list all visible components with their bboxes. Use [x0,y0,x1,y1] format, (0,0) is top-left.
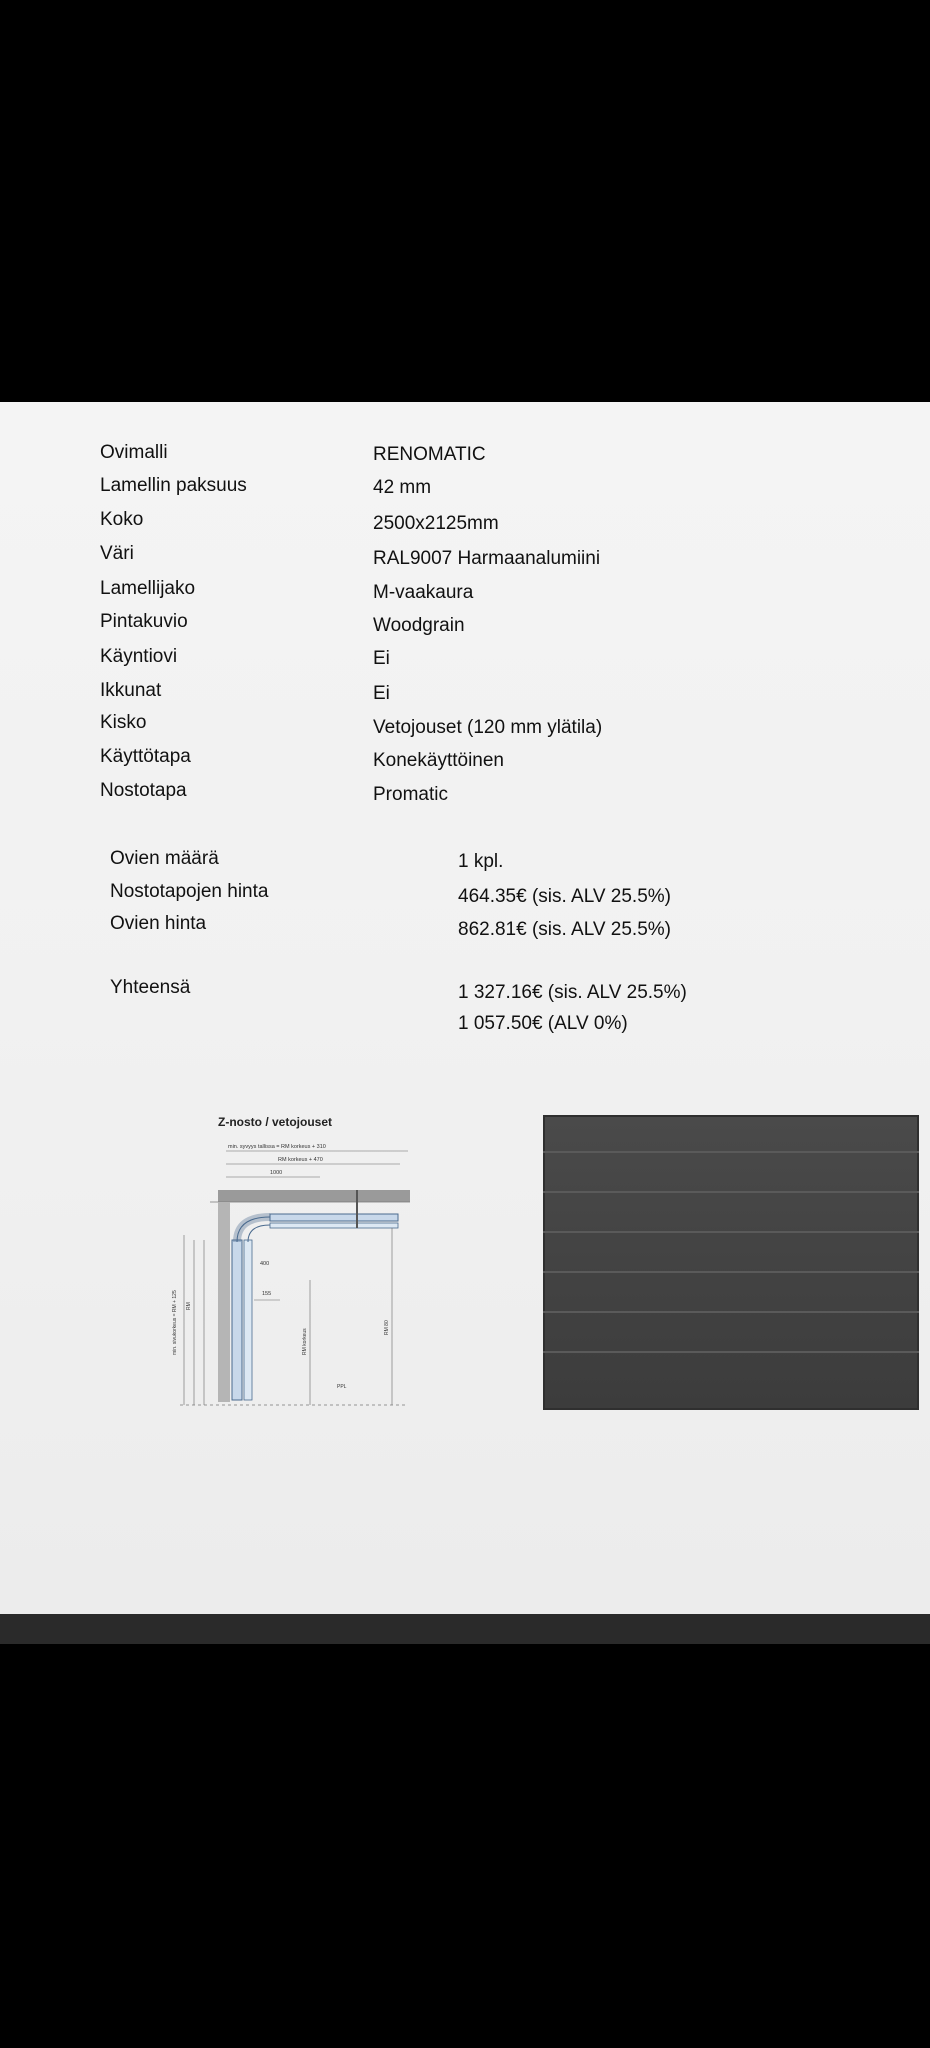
spec-value-walk-door: Ei [373,648,390,669]
dim-ppl: PPL [337,1384,347,1390]
spec-value-lamella-division: M-vaakaura [373,582,474,603]
bottom-bar [0,1614,930,1644]
lift-diagram [170,1110,420,1415]
price-value-lift-price: 464.35€ (sis. ALV 25.5%) [458,886,671,907]
spec-label-windows: Ikkunat [100,680,162,701]
total-value-incl-vat: 1 327.16€ (sis. ALV 25.5%) [458,982,687,1003]
spec-label-lift-type: Nostotapa [100,780,187,801]
spec-label-color: Väri [100,543,134,564]
dim-155: 155 [262,1291,272,1297]
spec-value-color: RAL9007 Harmaanalumiini [373,548,601,569]
spec-value-surface: Woodgrain [373,615,465,636]
spec-label-rail: Kisko [100,712,147,733]
lift-diagram-svg [170,1110,420,1415]
spec-value-thickness: 42 mm [373,477,432,498]
dim-side-height: min. sivukorkeus = RM + 125 [172,1290,178,1355]
price-value-quantity: 1 kpl. [458,851,504,872]
price-value-door-price: 862.81€ (sis. ALV 25.5%) [458,919,671,940]
dim-400: 400 [260,1261,270,1267]
spec-value-size: 2500x2125mm [373,513,499,534]
spec-label-size: Koko [100,509,144,530]
spec-value-operation: Konekäyttöinen [373,750,504,771]
price-label-lift-price: Nostotapojen hinta [110,881,269,902]
spec-label-model: Ovimalli [100,442,168,463]
dim-rm: RM [186,1302,192,1310]
spec-label-lamella-division: Lamellijako [100,578,196,599]
price-label-quantity: Ovien määrä [110,848,219,869]
price-label-door-price: Ovien hinta [110,913,207,934]
spec-label-surface: Pintakuvio [100,611,188,632]
dim-depth: min. syvyys tallissa = RM korkeus + 310 [228,1144,326,1150]
spec-value-rail: Vetojouset (120 mm ylätila) [373,717,603,738]
spec-value-model: RENOMATIC [373,444,486,465]
diagram-title: Z-nosto / vetojouset [218,1115,332,1129]
spec-label-thickness: Lamellin paksuus [100,475,247,496]
spec-value-windows: Ei [373,683,390,704]
total-label: Yhteensä [110,977,191,998]
dim-rm-height: RM korkeus [302,1328,308,1355]
spec-value-lift-type: Promatic [373,784,448,805]
total-value-excl-vat: 1 057.50€ (ALV 0%) [458,1013,628,1034]
door-preview-image [543,1115,919,1410]
spec-label-walk-door: Käyntiovi [100,646,178,667]
spec-label-operation: Käyttötapa [100,746,191,767]
dim-1000: 1000 [270,1170,283,1176]
dim-rm-80: RM 80 [384,1320,390,1335]
dim-rm-470: RM korkeus + 470 [278,1157,323,1163]
